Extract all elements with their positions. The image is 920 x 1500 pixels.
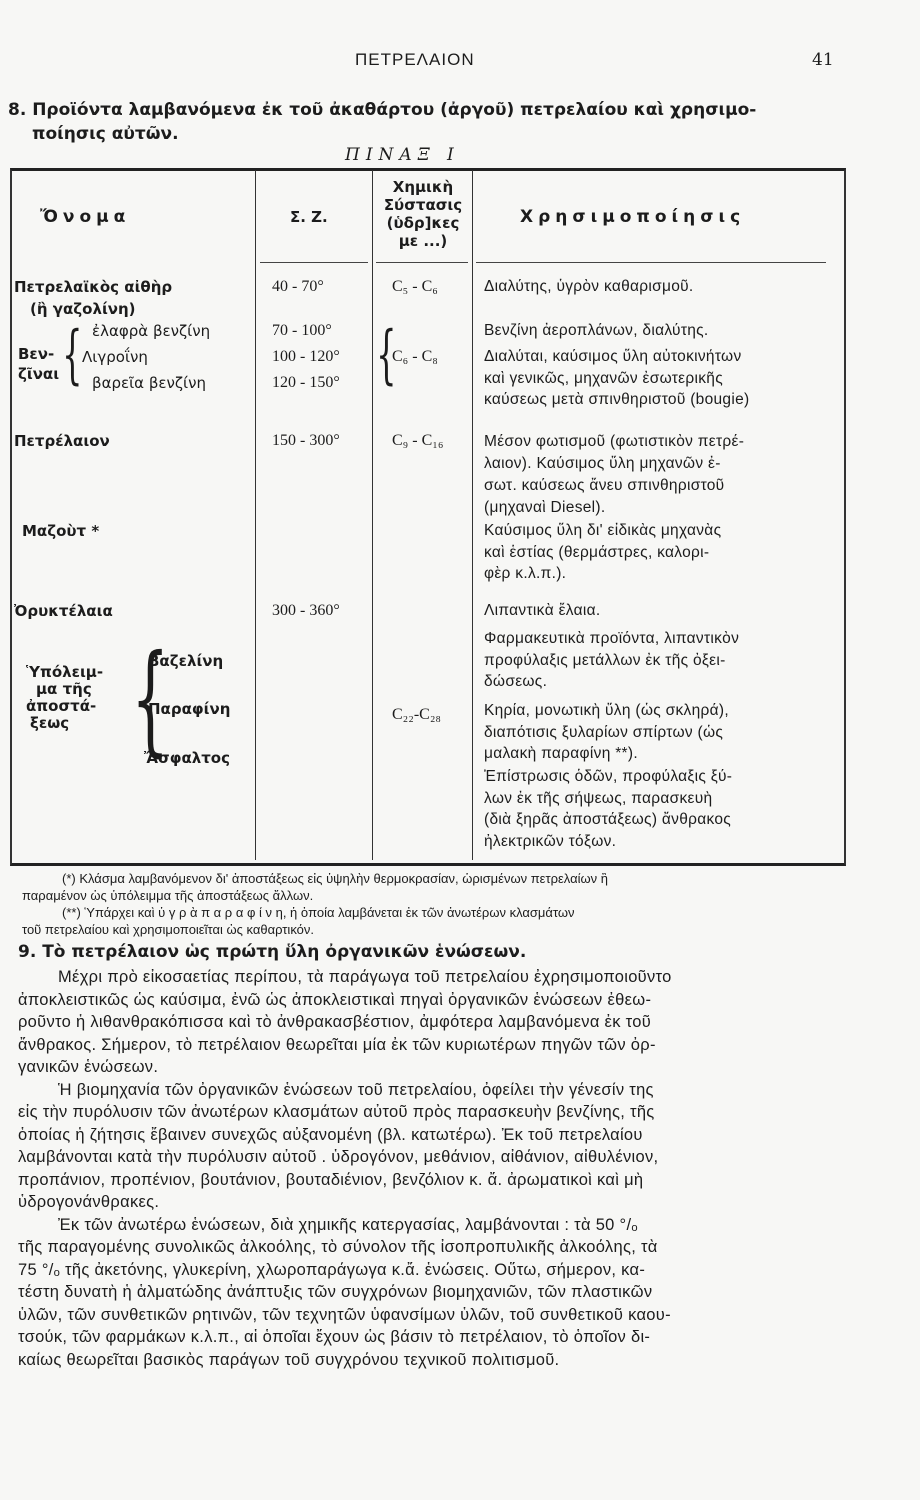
name-mineral-oils: Ὀρυκτέλαια	[14, 602, 113, 620]
table-caption: ΠΙΝΑΞ Ι	[345, 145, 460, 165]
name-residue-group	[26, 664, 103, 732]
composition-residue: C₂₂-C₂₈	[392, 706, 441, 723]
text-line: Ἐπίστρωσις ὁδῶν, προφύλαξις ξύ-	[484, 768, 733, 785]
text-line: παραμένον ὡς ὑπόλειμμα τῆς ἀποστάξεως ἄλλων.	[22, 888, 314, 903]
text-line: καὶ ἑστίας (θερμάστρες, καλορι-	[484, 543, 710, 561]
text-line: προπάνιον, προπένιον, βουτάνιον, βουταδιένιον, βενζόλιον κ. ἄ. ἀρωματικοὶ καὶ μὴ	[18, 1170, 644, 1189]
text-line: σωτ. καύσεως ἄνευ σπινθηριστοῦ	[484, 477, 725, 494]
header-composition-line: Σύστασις	[383, 196, 463, 214]
bp-petroleum: 150 - 300°	[272, 432, 340, 449]
section-8-title-line-1: 8. Προϊόντα λαμβανόμενα ἐκ τοῦ ἀκαθάρτου (ἀργοῦ) πετρελαίου καὶ χρησιμο-	[8, 100, 757, 120]
text-line: ὑδρογονάνθρακες.	[18, 1193, 160, 1211]
text-line: Ἐκ τῶν ἀνωτέρω ἑνώσεων, διὰ χημικῆς κατεργασίας, λαμβάνονται : τὰ 50 °/ₒ	[58, 1215, 638, 1234]
name-line: Βεν-	[18, 345, 55, 363]
text-line: διαπότισις ξυλαρίων σπίρτων (ὡς	[484, 723, 724, 741]
text-line: Λιπαντικὰ ἔλαια.	[484, 602, 601, 619]
composition-petroleum: C₉ - C₁₆	[392, 432, 444, 449]
name-line: μα τῆς	[36, 680, 92, 698]
text-line: Διαλύται, καύσιμος ὕλη αὐτοκινήτων	[484, 348, 742, 365]
running-title: ΠΕΤΡΕΛΑΙΟΝ	[355, 50, 475, 69]
usage-asphalt	[484, 766, 732, 852]
page-number: 41	[812, 50, 834, 70]
text-line: Βενζίνη ἀεροπλάνων, διαλύτης.	[484, 322, 709, 339]
text-line: εἰς τὴν πυρόλυσιν τῶν ἀνωτέρων κλασμάτων αὐτοῦ πρὸς παρασκευὴν βενζίνης, τῆς	[18, 1103, 655, 1121]
name-line: ξεως	[30, 714, 70, 732]
text-line: Μέχρι πρὸ εἰκοσαετίας περίπου, τὰ παράγωγα τοῦ πετρελαίου ἐχρησιμοποιοῦντο	[58, 968, 672, 986]
header-usage: Χρησιμοποίησις	[520, 207, 746, 227]
name-line: ἀποστά-	[26, 697, 97, 715]
header-divider	[260, 262, 368, 263]
text-line: τέστη δυνατὴ ἡ ἁλματώδης ἀνάπτυξις τῶν συγχρόνων βιομηχανιῶν, τῶν πλαστικῶν	[18, 1283, 653, 1301]
brace-icon: {	[376, 318, 397, 392]
section-9-body	[18, 966, 672, 1371]
text-line: ὑλῶν, τῶν συνθετικῶν ρητινῶν, τῶν τεχνητῶν ὑφανσίμων ὑλῶν, τοῦ συνθετικοῦ καου-	[18, 1305, 671, 1324]
bp-ligroine: 100 - 120°	[272, 348, 340, 365]
brace-icon: {	[131, 630, 170, 769]
footnotes	[22, 870, 608, 938]
name-heavy-benzine: βαρεῖα βενζίνη	[92, 374, 207, 392]
text-line: 75 °/ₒ τῆς ἀκετόνης, γλυκερίνη, χλωροπαράγωγα κ.ἄ. ἑνώσεις. Οὕτω, σήμερον, κα-	[18, 1260, 646, 1279]
name-asphalt: Ἄσφαλτος	[144, 749, 231, 767]
text-line: ἠλεκτρικῶν τόξων.	[484, 832, 617, 850]
bp-heavy-benzine: 120 - 150°	[272, 374, 340, 391]
usage-mazout	[484, 520, 721, 585]
text-line: Διαλύτης, ὑγρὸν καθαρισμοῦ.	[484, 278, 694, 295]
usage-vaseline	[484, 628, 739, 693]
usage-light-benzine	[484, 320, 709, 342]
name-ligroine: Λιγροΐνη	[82, 348, 148, 366]
name-light-benzine: ἐλαφρὰ βενζίνη	[92, 322, 211, 340]
usage-petroleum	[484, 431, 744, 519]
name-benzine-group	[18, 344, 59, 384]
name-vaseline: Βαζελίνη	[148, 652, 224, 670]
name-line: Ὑπόλειμ-	[26, 663, 104, 681]
header-composition-line: με ...)	[398, 232, 448, 250]
usage-ligroine	[484, 346, 749, 411]
text-line: Μέσον φωτισμοῦ (φωτιστικὸν πετρέ-	[484, 433, 745, 450]
name-line: ζῖναι	[18, 365, 60, 383]
text-line: ὁποίας ἡ ζήτησις ἔβαινεν συνεχῶς αὐξανομένη (βλ. κατωτέρω). Ἐκ τοῦ πετρελαίου	[18, 1125, 643, 1144]
header-composition-line: (ὑδρ]κες	[386, 214, 460, 232]
text-line: δώσεως.	[484, 673, 548, 690]
text-line: γανικῶν ἑνώσεων.	[18, 1058, 159, 1076]
column-divider	[255, 170, 256, 860]
text-line: λαμβάνονται κατὰ τὴν πυρόλυσιν αὐτοῦ . ὑδρογόνον, μεθάνιον, αἰθάνιον, αἰθυλένιον,	[18, 1148, 659, 1166]
column-divider	[372, 170, 373, 860]
text-line: προφύλαξις μετάλλων ἐκ τῆς ὀξει-	[484, 651, 726, 669]
composition-benzines: C₆ - C₈	[392, 348, 438, 365]
text-line: (**) Ὑπάρχει καὶ ὑ γ ρ ὰ π α ρ α φ ί ν η, ἡ ὁποία λαμβάνεται ἐκ τῶν ἀνωτέρων κλασμάτων	[62, 905, 575, 920]
section-8-title-line-2: ποίησις αὐτῶν.	[32, 124, 179, 144]
text-line: ἄνθρακος. Σήμερον, τὸ πετρέλαιον θεωρεῖται μία ἐκ τῶν κυριωτέρων πηγῶν τῶν ὀρ-	[18, 1035, 656, 1054]
text-line: Κηρία, μονωτικὴ ὕλη (ὡς σκληρά),	[484, 702, 729, 719]
text-line: λων ἐκ τῆς σήψεως, παρασκευὴ	[484, 789, 713, 807]
text-line: Καύσιμος ὕλη δι' εἰδικὰς μηχανὰς	[484, 522, 722, 539]
text-line: καύσεως μετὰ σπινθηριστοῦ (bougie)	[484, 391, 750, 408]
text-line: λαιον). Καύσιμος ὕλη μηχανῶν ἐ-	[484, 455, 721, 472]
text-line: Φαρμακευτικὰ προϊόντα, λιπαντικὸν	[484, 630, 740, 647]
usage-ether	[484, 276, 694, 298]
bp-ether: 40 - 70°	[272, 278, 324, 295]
text-line: ροῦντο ἡ λιθανθρακόπισσα καὶ τὸ ἀνθρακασβέστιον, ἀμφότερα λαμβανόμενα ἐκ τοῦ	[18, 1013, 652, 1031]
header-divider	[476, 262, 826, 263]
text-line: (μηχαναὶ Diesel).	[484, 499, 606, 516]
bp-light-benzine: 70 - 100°	[272, 322, 332, 339]
brace-icon: {	[62, 318, 83, 392]
text-line: καίως θεωρεῖται βασικὸς παράγων τοῦ συγχρόνου τεχνικοῦ πολιτισμοῦ.	[18, 1350, 560, 1369]
section-9-title: 9. Τὸ πετρέλαιον ὡς πρώτη ὕλη ὀργανικῶν ἑνώσεων.	[18, 942, 527, 962]
text-line: φὲρ κ.λ.π.).	[484, 565, 567, 582]
text-line: μαλακὴ παραφίνη **).	[484, 745, 638, 762]
header-divider	[376, 262, 468, 263]
text-line: τοῦ πετρελαίου καὶ χρησιμοποιεῖται ὡς καθαρτικόν.	[22, 922, 315, 937]
composition-ether: C₅ - C₆	[392, 278, 438, 295]
bp-mineral-oils: 300 - 360°	[272, 602, 340, 619]
header-composition-line: Χημικὴ	[392, 178, 454, 196]
text-line: τῆς παραγομένης συνολικῶς ἀλκοόλης, τὸ σύνολον τῆς ἰσοπροπυλικῆς ἀλκοόλης, τὰ	[18, 1238, 658, 1256]
header-name: Ὄνομα	[40, 207, 131, 227]
text-line: καὶ γενικῶς, μηχανῶν ἐσωτερικῆς	[484, 369, 723, 387]
usage-mineral-oils	[484, 600, 600, 622]
name-mazout: Μαζοὺτ *	[22, 522, 100, 540]
text-line: ἀποκλειστικῶς ὡς καύσιμα, ἐνῶ ὡς ἀποκλειστικαὶ πηγαὶ ὀργανικῶν ἑνώσεων ἐθεω-	[18, 990, 652, 1009]
name-ether: Πετρελαϊκὸς αἰθὴρ	[14, 278, 173, 296]
text-line: (διὰ ξηρᾶς ἀποστάξεως) ἄνθρακος	[484, 811, 732, 828]
name-ether-alt: (ἢ γαζολίνη)	[30, 300, 136, 318]
header-bp: Σ. Ζ.	[290, 208, 328, 226]
text-line: (*) Κλάσμα λαμβανόμενον δι' ἀποστάξεως εἰς ὑψηλὴν θερμοκρασίαν, ὡρισμένων πετρελαίων ἢ	[62, 871, 609, 886]
header-composition	[376, 178, 470, 250]
column-divider	[472, 170, 473, 860]
name-petroleum: Πετρέλαιον	[14, 432, 110, 450]
usage-paraffin	[484, 700, 729, 765]
text-line: τσούκ, τῶν φαρμάκων κ.λ.π., αἱ ὁποῖαι ἔχουν ὡς βάσιν τὸ πετρέλαιον, τὸ ὁποῖον δι-	[18, 1328, 651, 1346]
name-paraffin: Παραφίνη	[148, 700, 231, 718]
text-line: Ἡ βιομηχανία τῶν ὀργανικῶν ἑνώσεων τοῦ πετρελαίου, ὀφείλει τὴν γένεσίν της	[58, 1080, 654, 1099]
